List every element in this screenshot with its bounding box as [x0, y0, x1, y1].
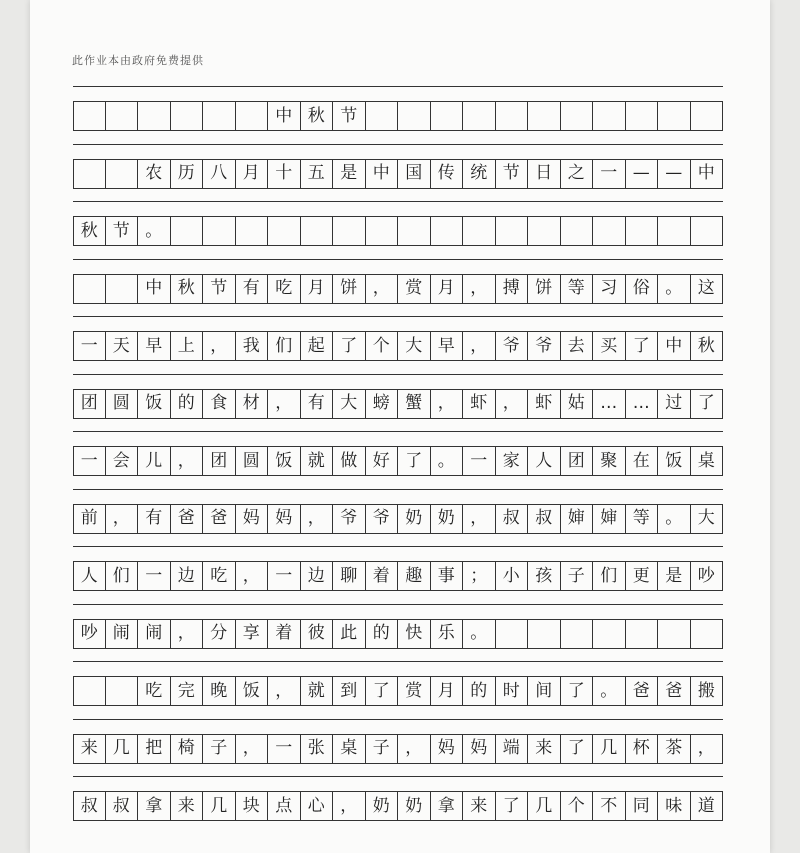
grid-cell: ， [691, 735, 724, 763]
grid-cell: 起 [301, 332, 334, 360]
grid-cell: 一 [593, 160, 626, 188]
grid-cell [268, 217, 301, 245]
grid-cell: 端 [496, 735, 529, 763]
grid-cell: 。 [463, 620, 496, 648]
grid-cell: 们 [593, 562, 626, 590]
grid-cell: 之 [561, 160, 594, 188]
grid-row [73, 546, 723, 605]
grid-cells [73, 676, 723, 706]
grid-cell: 小 [496, 562, 529, 590]
grid-cell: 几 [106, 735, 139, 763]
grid-cell: 趣 [398, 562, 431, 590]
grid-cell: 搏 [496, 275, 529, 303]
grid-cell: 饭 [658, 447, 691, 475]
grid-cell: 来 [171, 792, 204, 820]
grid-cell: 的 [463, 677, 496, 705]
grid-cell: 桌 [333, 735, 366, 763]
grid-cell: 子 [203, 735, 236, 763]
grid-cell: ， [171, 447, 204, 475]
grid-cell [106, 275, 139, 303]
grid-cell: 爸 [626, 677, 659, 705]
grid-cell: 聊 [333, 562, 366, 590]
grid-cell [236, 217, 269, 245]
grid-cell: 上 [171, 332, 204, 360]
grid-cell: 快 [398, 620, 431, 648]
grid-cell: 的 [366, 620, 399, 648]
grid-row [73, 489, 723, 548]
grid-cell: ， [366, 275, 399, 303]
grid-row [73, 201, 723, 260]
grid-cell: 五 [301, 160, 334, 188]
grid-cell: 了 [366, 677, 399, 705]
grid-cell: 月 [301, 275, 334, 303]
grid-cell: 了 [626, 332, 659, 360]
grid-row [73, 259, 723, 318]
grid-cell [496, 102, 529, 130]
grid-cell [496, 620, 529, 648]
grid-cell: 吃 [268, 275, 301, 303]
grid-cell: 饭 [236, 677, 269, 705]
grid-cell: 茶 [658, 735, 691, 763]
grid-cell [593, 102, 626, 130]
grid-cell: 就 [301, 677, 334, 705]
grid-cell [138, 102, 171, 130]
grid-cell [626, 217, 659, 245]
grid-row [73, 86, 723, 145]
grid-cell: 味 [658, 792, 691, 820]
grid-cell: 心 [301, 792, 334, 820]
grid-cell: 一 [463, 447, 496, 475]
grid-cell: 中 [366, 160, 399, 188]
grid-cell: 前 [73, 505, 106, 533]
grid-cell: 。 [431, 447, 464, 475]
grid-cell: 团 [561, 447, 594, 475]
grid-cell: 妈 [268, 505, 301, 533]
grid-cell: 爷 [528, 332, 561, 360]
grid-cell: ， [333, 792, 366, 820]
grid-cell: ， [268, 677, 301, 705]
grid-cell [463, 217, 496, 245]
grid-row [73, 144, 723, 203]
grid-row [73, 661, 723, 720]
grid-cell: 饼 [333, 275, 366, 303]
grid-cell: 个 [561, 792, 594, 820]
grid-cell: 吵 [691, 562, 724, 590]
grid-cell: 婶 [593, 505, 626, 533]
grid-cell: 了 [398, 447, 431, 475]
grid-cell [73, 160, 106, 188]
grid-cell [73, 102, 106, 130]
grid-cell [171, 217, 204, 245]
grid-cell: 圆 [106, 390, 139, 418]
grid-cell: 晚 [203, 677, 236, 705]
grid-row [73, 431, 723, 490]
grid-cell: 更 [626, 562, 659, 590]
grid-cell: 来 [528, 735, 561, 763]
grid-cell: 中 [691, 160, 724, 188]
grid-cell [171, 102, 204, 130]
grid-cell: 同 [626, 792, 659, 820]
grid-cell: 历 [171, 160, 204, 188]
grid-cell [496, 217, 529, 245]
grid-cell: 婶 [561, 505, 594, 533]
grid-cell: 是 [658, 562, 691, 590]
grid-cell: 秋 [171, 275, 204, 303]
grid-cell: 节 [333, 102, 366, 130]
grid-cell: 孩 [528, 562, 561, 590]
grid-cell [203, 102, 236, 130]
grid-cell: 椅 [171, 735, 204, 763]
grid-cell [691, 620, 724, 648]
grid-cell: 杯 [626, 735, 659, 763]
grid-cell: 。 [658, 505, 691, 533]
grid-cell: 闹 [138, 620, 171, 648]
grid-cell: 叔 [106, 792, 139, 820]
grid-cell: 时 [496, 677, 529, 705]
grid-cell: 有 [138, 505, 171, 533]
grid-cell: 有 [301, 390, 334, 418]
grid-cell: 叔 [73, 792, 106, 820]
grid-cell: 不 [593, 792, 626, 820]
grid-cell: 大 [398, 332, 431, 360]
grid-cell: 一 [268, 562, 301, 590]
grid-cell: 拿 [431, 792, 464, 820]
grid-cell [301, 217, 334, 245]
grid-cell: 几 [528, 792, 561, 820]
grid-cell: 一 [138, 562, 171, 590]
grid-cell: 了 [691, 390, 724, 418]
grid-cell: 分 [203, 620, 236, 648]
grid-cell: 饭 [138, 390, 171, 418]
grid-cell: 爸 [171, 505, 204, 533]
grid-cells [73, 331, 723, 361]
grid-cell: ， [398, 735, 431, 763]
grid-cell: 习 [593, 275, 626, 303]
grid-cell [106, 102, 139, 130]
grid-cell: 把 [138, 735, 171, 763]
grid-cell: 农 [138, 160, 171, 188]
grid-cell: 过 [658, 390, 691, 418]
grid-cell [658, 102, 691, 130]
grid-cell: 饭 [268, 447, 301, 475]
grid-cell: 早 [431, 332, 464, 360]
grid-cell: — [658, 160, 691, 188]
grid-cells [73, 446, 723, 476]
grid-cell: ， [236, 562, 269, 590]
grid-cell [431, 217, 464, 245]
grid-cell [236, 102, 269, 130]
grid-cell [626, 620, 659, 648]
grid-cell: 饼 [528, 275, 561, 303]
grid-cell [398, 217, 431, 245]
grid-cell: 俗 [626, 275, 659, 303]
grid-cell: 材 [236, 390, 269, 418]
grid-cells [73, 504, 723, 534]
grid-cells [73, 389, 723, 419]
grid-cell: 闹 [106, 620, 139, 648]
grid-cell [561, 620, 594, 648]
grid-cell: 妈 [463, 735, 496, 763]
grid-cell: 螃 [366, 390, 399, 418]
grid-cell: 大 [691, 505, 724, 533]
grid-cell: 来 [73, 735, 106, 763]
grid-cell: ， [236, 735, 269, 763]
grid-cell: 爷 [496, 332, 529, 360]
grid-cell [73, 275, 106, 303]
grid-cell: 妈 [431, 735, 464, 763]
grid-cell [431, 102, 464, 130]
grid-cell [398, 102, 431, 130]
grid-cell: 张 [301, 735, 334, 763]
grid-cell: 团 [73, 390, 106, 418]
grid-cell: 完 [171, 677, 204, 705]
grid-row [73, 374, 723, 433]
grid-cell: 桌 [691, 447, 724, 475]
grid-cell: 拿 [138, 792, 171, 820]
grid-cell: 着 [268, 620, 301, 648]
grid-cell [333, 217, 366, 245]
grid-cell: 姑 [561, 390, 594, 418]
grid-cell: 一 [268, 735, 301, 763]
grid-cell: … [593, 390, 626, 418]
grid-cells [73, 159, 723, 189]
grid-cell: 赏 [398, 275, 431, 303]
grid-cell: 家 [496, 447, 529, 475]
grid-cell [106, 677, 139, 705]
grid-cell [106, 160, 139, 188]
grid-cell: 来 [463, 792, 496, 820]
grid-cell: 中 [138, 275, 171, 303]
grid-cell: ， [463, 505, 496, 533]
grid-cell: 好 [366, 447, 399, 475]
grid-cell: 蟹 [398, 390, 431, 418]
grid-cell: 点 [268, 792, 301, 820]
grid-row [73, 604, 723, 663]
grid-cell: 几 [593, 735, 626, 763]
grid-row [73, 719, 723, 778]
grid-cells [73, 791, 723, 821]
grid-cell: 。 [658, 275, 691, 303]
grid-cell: 大 [333, 390, 366, 418]
grid-cell: 搬 [691, 677, 724, 705]
grid-cell: 。 [138, 217, 171, 245]
grid-cell: 了 [561, 677, 594, 705]
grid-cell: 去 [561, 332, 594, 360]
grid-cell [561, 217, 594, 245]
grid-cell [366, 102, 399, 130]
grid-cell: 叔 [496, 505, 529, 533]
grid-cells [73, 274, 723, 304]
grid-cell: 节 [106, 217, 139, 245]
grid-cell: 十 [268, 160, 301, 188]
grid-cell: 彼 [301, 620, 334, 648]
grid-cell: 赏 [398, 677, 431, 705]
grid-cell [366, 217, 399, 245]
grid-cell: 奶 [431, 505, 464, 533]
grid-cell [658, 620, 691, 648]
grid-cell: 就 [301, 447, 334, 475]
grid-cell: 块 [236, 792, 269, 820]
grid-cells [73, 101, 723, 131]
grid-cell [203, 217, 236, 245]
grid-cell: 爸 [203, 505, 236, 533]
grid-cell: 们 [106, 562, 139, 590]
grid-cell: ， [431, 390, 464, 418]
grid-cell: 道 [691, 792, 724, 820]
grid-cell: … [626, 390, 659, 418]
grid-cell: 事 [431, 562, 464, 590]
grid-cell: ， [268, 390, 301, 418]
grid-cells [73, 734, 723, 764]
grid-cells [73, 216, 723, 246]
grid-cell: 国 [398, 160, 431, 188]
grid-cell: 我 [236, 332, 269, 360]
grid-cell: 吃 [203, 562, 236, 590]
grid-cell: 圆 [236, 447, 269, 475]
grid-cell: 中 [658, 332, 691, 360]
grid-cell: 虾 [463, 390, 496, 418]
grid-cell: 这 [691, 275, 724, 303]
grid-cell: 了 [561, 735, 594, 763]
grid-cell: 秋 [73, 217, 106, 245]
grid-cell: 月 [431, 275, 464, 303]
grid-cell: 月 [431, 677, 464, 705]
grid-cell: 子 [366, 735, 399, 763]
grid-cell [658, 217, 691, 245]
grid-cell: 享 [236, 620, 269, 648]
grid-cell: 秋 [301, 102, 334, 130]
grid-cell: 天 [106, 332, 139, 360]
grid-cell [561, 102, 594, 130]
grid-cell: 统 [463, 160, 496, 188]
grid-cell: 人 [73, 562, 106, 590]
grid-cell [626, 102, 659, 130]
grid-cell: 在 [626, 447, 659, 475]
grid-cell: 虾 [528, 390, 561, 418]
grid-cell: 子 [561, 562, 594, 590]
grid-cell: 日 [528, 160, 561, 188]
grid-cell [528, 102, 561, 130]
grid-cell: ， [106, 505, 139, 533]
grid-cell: 做 [333, 447, 366, 475]
grid-cell: 爸 [658, 677, 691, 705]
grid-cell [528, 217, 561, 245]
grid-cell: 节 [496, 160, 529, 188]
grid-cell: 几 [203, 792, 236, 820]
grid-row [73, 316, 723, 375]
grid-cell: 边 [171, 562, 204, 590]
grid-row [73, 776, 723, 835]
grid-cell [691, 217, 724, 245]
grid-cell: 爷 [366, 505, 399, 533]
header-note: 此作业本由政府免费提供 [72, 54, 204, 67]
grid-cell: 着 [366, 562, 399, 590]
grid-cell: 团 [203, 447, 236, 475]
grid-cell: 边 [301, 562, 334, 590]
grid-cell [463, 102, 496, 130]
grid-cell: 此 [333, 620, 366, 648]
grid-cell: 了 [496, 792, 529, 820]
grid-cell [593, 620, 626, 648]
grid-cell: 的 [171, 390, 204, 418]
grid-cell: 一 [73, 332, 106, 360]
grid-cell: ； [463, 562, 496, 590]
grid-cell: 奶 [366, 792, 399, 820]
grid-cell: 一 [73, 447, 106, 475]
grid-cell: ， [171, 620, 204, 648]
grid-cell: — [626, 160, 659, 188]
grid-cell: ， [301, 505, 334, 533]
grid-cell: 传 [431, 160, 464, 188]
grid-cell: 早 [138, 332, 171, 360]
grid-cell [73, 677, 106, 705]
grid-cell: 了 [333, 332, 366, 360]
grid-cell: 儿 [138, 447, 171, 475]
grid-cell: 有 [236, 275, 269, 303]
grid-cell: 是 [333, 160, 366, 188]
grid-cell: 乐 [431, 620, 464, 648]
grid-cell [528, 620, 561, 648]
grid-cell: 们 [268, 332, 301, 360]
grid-cell: 买 [593, 332, 626, 360]
grid-cell: 妈 [236, 505, 269, 533]
grid-cell: 食 [203, 390, 236, 418]
grid-cell: 等 [626, 505, 659, 533]
grid-cell [691, 102, 724, 130]
grid-cell: 等 [561, 275, 594, 303]
grid-cell: 个 [366, 332, 399, 360]
grid-cell: 叔 [528, 505, 561, 533]
grid-cell: 奶 [398, 505, 431, 533]
grid-cell: ， [203, 332, 236, 360]
grid-cell: ， [463, 332, 496, 360]
grid-cell [593, 217, 626, 245]
grid-cells [73, 619, 723, 649]
grid-cell: ， [496, 390, 529, 418]
grid-cell: 爷 [333, 505, 366, 533]
grid-cell: 聚 [593, 447, 626, 475]
grid-cell: 八 [203, 160, 236, 188]
grid-cell: 人 [528, 447, 561, 475]
grid-cell: 会 [106, 447, 139, 475]
grid-cell: 秋 [691, 332, 724, 360]
grid-cells [73, 561, 723, 591]
grid-cell: 。 [593, 677, 626, 705]
grid-cell: 月 [236, 160, 269, 188]
grid-cell: ， [463, 275, 496, 303]
grid-cell: 奶 [398, 792, 431, 820]
grid-cell: 节 [203, 275, 236, 303]
grid-cell: 吵 [73, 620, 106, 648]
grid-cell: 到 [333, 677, 366, 705]
grid-cell: 间 [528, 677, 561, 705]
grid-cell: 中 [268, 102, 301, 130]
grid-cell: 吃 [138, 677, 171, 705]
